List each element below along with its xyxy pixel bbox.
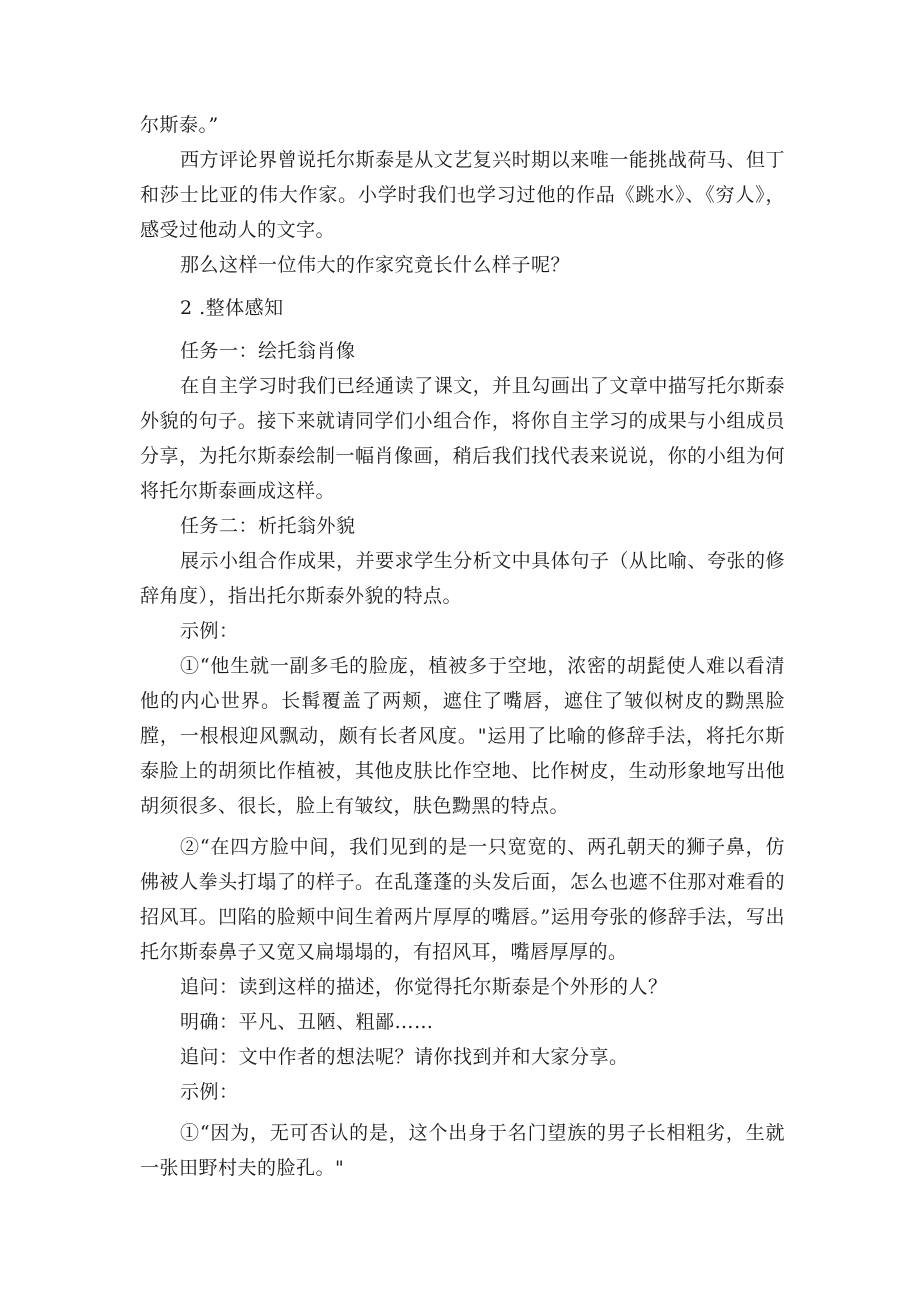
task-two-heading: 任务二：析托翁外貌	[180, 515, 356, 537]
follow-up-question-two: 追问：文中作者的想法呢？请你找到并和大家分享。	[180, 1046, 629, 1068]
paragraph-task-two: 展示小组合作成果，并要求学生分析文中具体句子（从比喻、夸张的修辞角度），指出托尔斯泰外貌的特点。	[140, 550, 785, 607]
example-one: ①“他生就一副多毛的脸庞，植被多于空地，浓密的胡髭使人难以看清他的内心世界。长髯覆盖了两颊，遮住了嘴唇，遮住了皱似树皮的黝黑脸膛，一根根迎风飘动，颇有长者风度。"运用了比喻的修辞手法，将托尔斯泰脸上的胡须比作植被，其他皮肤比作空地、比作树皮，生动形象地写出他胡须很多、很长，脸上有皱纹，肤色黝黑的特点。	[140, 655, 785, 817]
example-label: 示例：	[180, 620, 239, 642]
paragraph-task-one: 在自主学习时我们已经通读了课文，并且勾画出了文章中描写托尔斯泰外貌的句子。接下来就请同学们小组合作，将你自主学习的成果与小组成员分享，为托尔斯泰绘制一幅肖像画，稍后我们找代表来说说，你的小组为何将托尔斯泰画成这样。	[140, 375, 785, 502]
example-label-two: 示例：	[180, 1081, 239, 1103]
section-heading-overall: 2 .整体感知	[180, 297, 284, 319]
document-body	[140, 108, 785, 1186]
example-two: ②“在四方脸中间，我们见到的是一只宽宽的、两孔朝天的狮子鼻，仿佛被人拳头打塌了的样子。在乱蓬蓬的头发后面，怎么也遮不住那对难看的招风耳。凹陷的脸颊中间生着两片厚厚的嘴唇。”运用夸张的修辞手法，写出托尔斯泰鼻子又宽又扁塌塌的，有招风耳，嘴唇厚厚的。	[140, 836, 785, 963]
paragraph-question: 那么这样一位伟大的作家究竟长什么样子呢？	[180, 254, 571, 276]
paragraph-western-critics: 西方评论界曾说托尔斯泰是从文艺复兴时期以来唯一能挑战荷马、但丁和莎士比亚的伟大作家。小学时我们也学习过他的作品《跳水》、《穷人》，感受过他动人的文字。	[140, 149, 785, 241]
example-three: ①“因为，无可否认的是，这个出身于名门望族的男子长相粗劣，生就一张田野村夫的脸孔。"	[140, 1122, 785, 1179]
follow-up-question-one: 追问：读到这样的描述，你觉得托尔斯泰是个外形的人？	[180, 976, 668, 998]
task-one-heading: 任务一：绘托翁肖像	[180, 340, 356, 362]
clarification: 明确：平凡、丑陋、粗鄙……	[180, 1011, 434, 1033]
paragraph-continuation: 尔斯泰。”	[140, 114, 219, 136]
